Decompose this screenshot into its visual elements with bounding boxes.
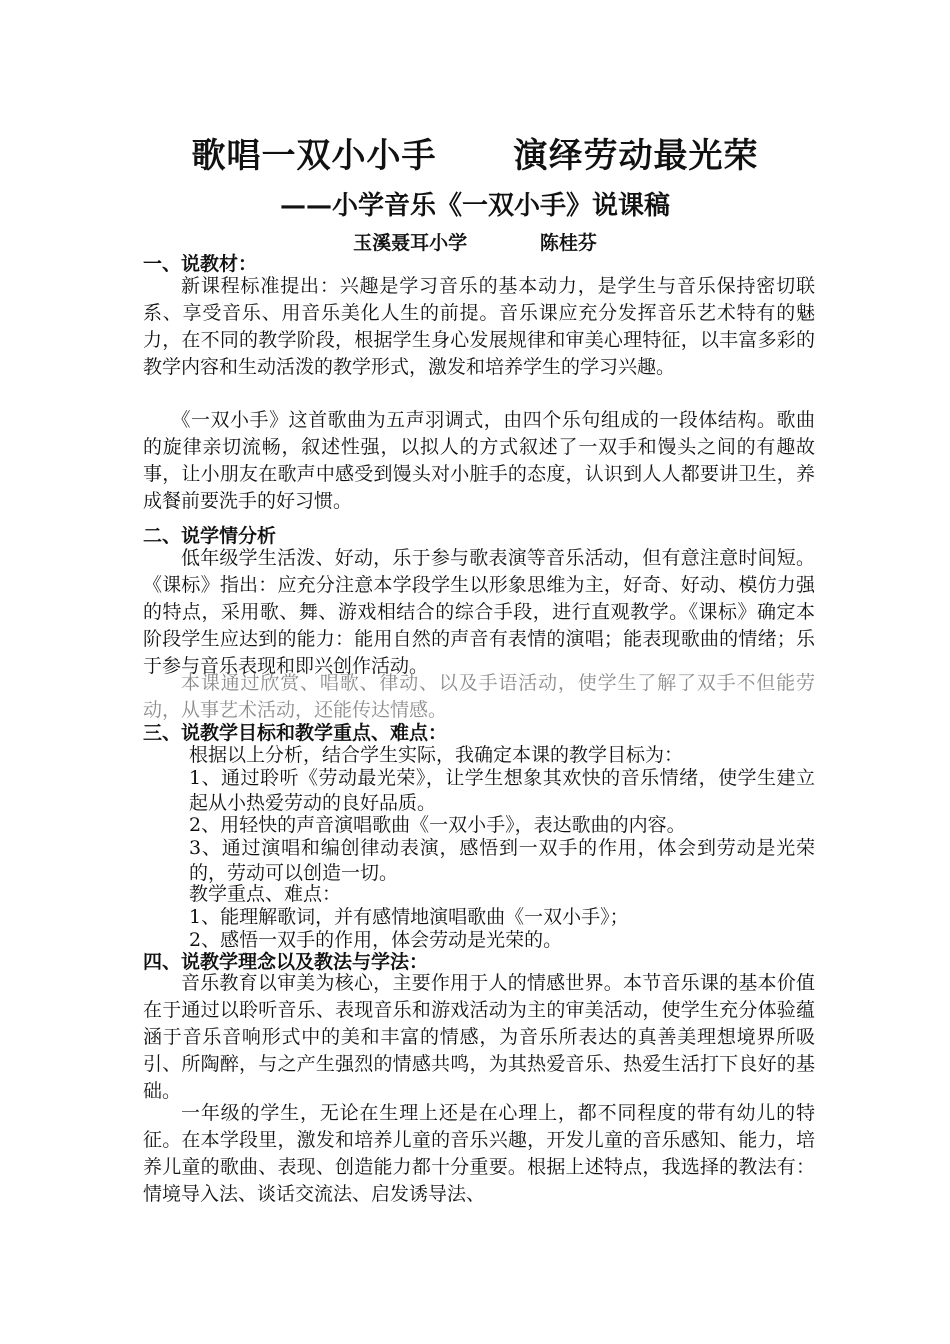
key-points-label: 教学重点、难点： — [189, 883, 342, 905]
section-4-paragraph-2: 一年级的学生，无论在生理上还是在心理上，都不同程度的带有幼儿的特征。在本学段里，激发和培养儿童的音乐兴趣，开发儿童的音乐感知、能力，培养儿童的歌曲、表现、创造能力都十分重要。根据上述特点，我选择的教法有：情境导入法、谈话交流法、启发诱导法、 — [143, 1102, 815, 1205]
section-heading-4: 四、说教学理念以及教法与学法： — [143, 951, 429, 973]
document-title: 歌唱一双小小手 演绎劳动最光荣 — [191, 136, 759, 176]
section-2-paragraph-2: 本课通过欣赏、唱歌、律动、以及手语活动，使学生了解了双手不但能劳动，从事艺术活动，还能传达情感。 — [143, 672, 815, 721]
key-point-1: 1、能理解歌词，并有感情地演唱歌曲《一双小手》； — [189, 906, 629, 928]
document-subtitle: ——小学音乐《一双小手》说课稿 — [279, 191, 670, 221]
section-heading-2: 二、说学情分析 — [143, 525, 277, 547]
section-2-paragraph-1: 低年级学生活泼、好动，乐于参与歌表演等音乐活动，但有意注意时间短。《课标》指出：应充分注意本学段学生以形象思维为主，好奇、好动、模仿力强的特点，采用歌、舞、游戏相结合的综合手段，进行直观教学。《课标》确定本阶段学生应达到的能力：能用自然的声音有表情的演唱；能表现歌曲的情绪；乐于参与音乐表现和即兴创作活动。 — [143, 547, 815, 677]
goal-3: 3、通过演唱和编创律动表演，感悟到一双手的作用，体会到劳动是光荣的，劳动可以创造一切。 — [189, 837, 815, 884]
section-1-paragraph-1: 新课程标准提出：兴趣是学习音乐的基本动力，是学生与音乐保持密切联系、享受音乐、用音乐美化人生的前提。音乐课应充分发挥音乐艺术特有的魅力，在不同的教学阶段，根据学生身心发展规律和审美心理特征，以丰富多彩的教学内容和生动活泼的教学形式，激发和培养学生的学习兴趣。 — [143, 275, 815, 378]
goal-1: 1、通过聆听《劳动最光荣》，让学生想象其欢快的音乐情绪，使学生建立起从小热爱劳动的良好品质。 — [189, 767, 815, 814]
section-heading-3: 三、说教学目标和教学重点、难点： — [143, 722, 448, 744]
section-4-paragraph-1: 音乐教育以审美为核心，主要作用于人的情感世界。本节音乐课的基本价值在于通过以聆听音乐、表现音乐和游戏活动为主的审美活动，使学生充分体验蕴涵于音乐音响形式中的美和丰富的情感，为音乐所表达的真善美理想境界所吸引、所陶醉，与之产生强烈的情感共鸣，为其热爱音乐、热爱生活打下良好的基础。 — [143, 972, 815, 1102]
goals-intro: 根据以上分析，结合学生实际，我确定本课的教学目标为： — [189, 744, 684, 766]
key-point-2: 2、感悟一双手的作用，体会劳动是光荣的。 — [189, 929, 563, 951]
author-line: 玉溪聂耳小学 陈桂芬 — [353, 232, 597, 254]
goal-2: 2、用轻快的声音演唱歌曲《一双小手》，表达歌曲的内容。 — [189, 814, 686, 836]
section-1-paragraph-2: 《一双小手》这首歌曲为五声羽调式，由四个乐句组成的一段体结构。歌曲的旋律亲切流畅，叙述性强，以拟人的方式叙述了一双手和馒头之间的有趣故事，让小朋友在歌声中感受到馒头对小脏手的态度，认识到人人都要讲卫生，养成餐前要洗手的好习惯。 — [143, 409, 815, 512]
section-heading-1: 一、说教材： — [143, 253, 258, 275]
